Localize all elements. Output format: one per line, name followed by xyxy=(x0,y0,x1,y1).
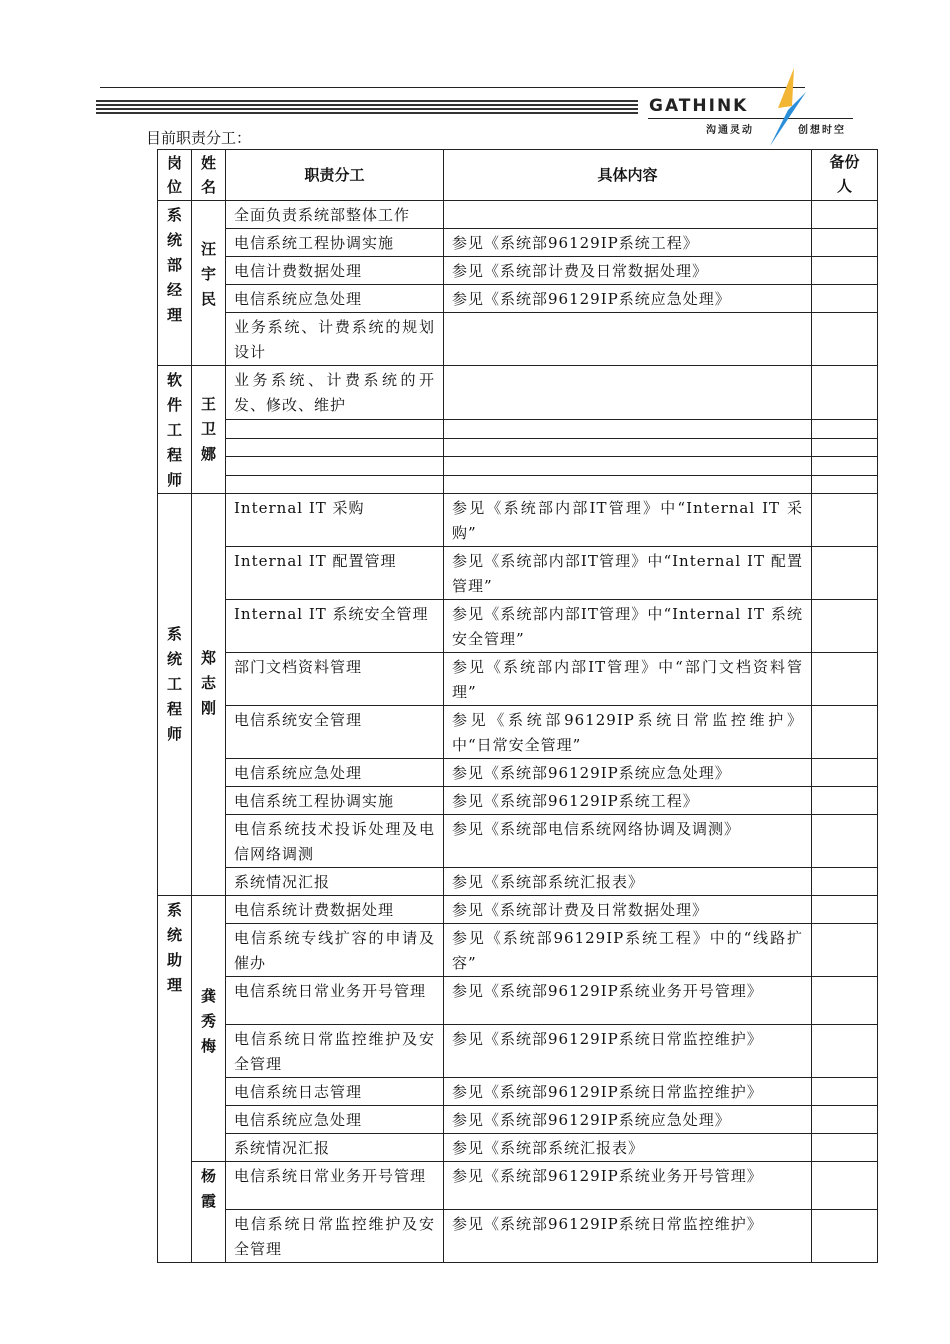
detail-cell xyxy=(444,313,812,366)
table-header-row xyxy=(158,150,878,201)
col-duty: 职责分工 xyxy=(226,150,444,201)
detail-cell: 参见《系统部96129IP系统日常监控维护》中“日常安全管理” xyxy=(444,706,812,759)
logo-rule xyxy=(648,118,853,119)
duty-cell: 电信系统工程协调实施 xyxy=(226,229,444,257)
page-header xyxy=(0,0,950,150)
table-row xyxy=(158,201,878,229)
backup-cell xyxy=(812,201,878,229)
duty-cell: Internal IT 采购 xyxy=(226,494,444,547)
table-row xyxy=(158,896,878,924)
duty-cell: 全面负责系统部整体工作 xyxy=(226,201,444,229)
backup-cell xyxy=(812,1134,878,1162)
backup-cell xyxy=(812,653,878,706)
duty-cell: Internal IT 配置管理 xyxy=(226,547,444,600)
duty-cell: 电信系统应急处理 xyxy=(226,285,444,313)
backup-cell xyxy=(812,759,878,787)
duty-cell: 电信系统日常业务开号管理 xyxy=(226,977,444,1025)
backup-cell xyxy=(812,706,878,759)
table-row xyxy=(158,313,878,366)
backup-cell xyxy=(812,1162,878,1210)
duty-cell: 业务系统、计费系统的规划设计 xyxy=(226,313,444,366)
backup-cell xyxy=(812,600,878,653)
table-row xyxy=(158,924,878,977)
col-backup: 备份人 xyxy=(812,150,878,201)
detail-cell: 参见《系统部96129IP系统应急处理》 xyxy=(444,759,812,787)
detail-cell: 参见《系统部96129IP系统日常监控维护》 xyxy=(444,1210,812,1263)
duty-cell xyxy=(226,457,444,475)
duty-cell: 业务系统、计费系统的开发、修改、维护 xyxy=(226,366,444,420)
duty-cell: 电信系统计费数据处理 xyxy=(226,896,444,924)
header-rule xyxy=(100,87,805,88)
detail-cell xyxy=(444,420,812,438)
duty-cell: 电信系统日常监控维护及安全管理 xyxy=(226,1210,444,1263)
backup-cell xyxy=(812,924,878,977)
duty-cell: 电信系统日常业务开号管理 xyxy=(226,1162,444,1210)
detail-cell: 参见《系统部96129IP系统业务开号管理》 xyxy=(444,977,812,1025)
duty-cell: 电信系统应急处理 xyxy=(226,759,444,787)
table-row xyxy=(158,1025,878,1078)
name-cell: 杨霞 xyxy=(192,1162,226,1263)
table-row xyxy=(158,787,878,815)
backup-cell xyxy=(812,1025,878,1078)
detail-cell: 参见《系统部96129IP系统工程》中的“线路扩容” xyxy=(444,924,812,977)
backup-cell xyxy=(812,1106,878,1134)
detail-cell: 参见《系统部内部IT管理》中“Internal IT 系统安全管理” xyxy=(444,600,812,653)
name-cell: 郑志刚 xyxy=(192,494,226,896)
col-position: 岗位 xyxy=(158,150,192,201)
backup-cell xyxy=(812,494,878,547)
table-row xyxy=(158,257,878,285)
table-row xyxy=(158,457,878,475)
name-cell: 汪宇民 xyxy=(192,201,226,366)
detail-cell: 参见《系统部内部IT管理》中“Internal IT 采购” xyxy=(444,494,812,547)
backup-cell xyxy=(812,787,878,815)
duty-cell: 电信系统专线扩容的申请及催办 xyxy=(226,924,444,977)
table-row xyxy=(158,653,878,706)
table-row xyxy=(158,420,878,438)
backup-cell xyxy=(812,475,878,493)
backup-cell xyxy=(812,420,878,438)
table-row xyxy=(158,494,878,547)
duty-cell: 电信系统应急处理 xyxy=(226,1106,444,1134)
table-row xyxy=(158,1210,878,1263)
detail-cell xyxy=(444,201,812,229)
backup-cell xyxy=(812,896,878,924)
backup-cell xyxy=(812,313,878,366)
detail-cell: 参见《系统部96129IP系统日常监控维护》 xyxy=(444,1078,812,1106)
table-row xyxy=(158,229,878,257)
detail-cell xyxy=(444,457,812,475)
name-cell: 龚秀梅 xyxy=(192,896,226,1162)
detail-cell: 参见《系统部内部IT管理》中“部门文档资料管理” xyxy=(444,653,812,706)
table-row xyxy=(158,759,878,787)
table-row xyxy=(158,815,878,868)
detail-cell xyxy=(444,475,812,493)
duty-cell: 系统情况汇报 xyxy=(226,868,444,896)
slogan-left: 沟通灵动 xyxy=(706,125,754,136)
position-cell: 系统部经理 xyxy=(158,201,192,366)
backup-cell xyxy=(812,285,878,313)
logo-swoosh-icon xyxy=(760,66,810,148)
section-caption: 目前职责分工： xyxy=(146,129,252,147)
detail-cell: 参见《系统部内部IT管理》中“Internal IT 配置管理” xyxy=(444,547,812,600)
table-row xyxy=(158,438,878,456)
detail-cell: 参见《系统部96129IP系统工程》 xyxy=(444,229,812,257)
table-row xyxy=(158,1134,878,1162)
slogan-right: 创想时空 xyxy=(798,125,846,136)
detail-cell: 参见《系统部计费及日常数据处理》 xyxy=(444,896,812,924)
duty-cell: 电信计费数据处理 xyxy=(226,257,444,285)
backup-cell xyxy=(812,547,878,600)
backup-cell xyxy=(812,257,878,285)
detail-cell: 参见《系统部系统汇报表》 xyxy=(444,1134,812,1162)
table-row xyxy=(158,1106,878,1134)
table-row xyxy=(158,1078,878,1106)
backup-cell xyxy=(812,457,878,475)
backup-cell xyxy=(812,815,878,868)
duty-table xyxy=(157,149,878,1263)
table-row xyxy=(158,1162,878,1210)
backup-cell xyxy=(812,1078,878,1106)
duty-cell xyxy=(226,438,444,456)
backup-cell xyxy=(812,366,878,420)
detail-cell: 参见《系统部计费及日常数据处理》 xyxy=(444,257,812,285)
table-row xyxy=(158,285,878,313)
duty-cell: 电信系统安全管理 xyxy=(226,706,444,759)
table-row xyxy=(158,977,878,1025)
table-row xyxy=(158,475,878,493)
company-logo-text: GATHINK xyxy=(649,96,749,116)
position-cell: 系统助理 xyxy=(158,896,192,1263)
duty-cell xyxy=(226,420,444,438)
detail-cell: 参见《系统部96129IP系统应急处理》 xyxy=(444,1106,812,1134)
duty-cell: 系统情况汇报 xyxy=(226,1134,444,1162)
name-cell: 王卫娜 xyxy=(192,366,226,494)
detail-cell: 参见《系统部96129IP系统日常监控维护》 xyxy=(444,1025,812,1078)
duty-cell: 电信系统技术投诉处理及电信网络调测 xyxy=(226,815,444,868)
backup-cell xyxy=(812,229,878,257)
detail-cell: 参见《系统部电信系统网络协调及调测》 xyxy=(444,815,812,868)
duty-cell: 电信系统工程协调实施 xyxy=(226,787,444,815)
duty-cell: 电信系统日常监控维护及安全管理 xyxy=(226,1025,444,1078)
detail-cell xyxy=(444,366,812,420)
duty-cell: 电信系统日志管理 xyxy=(226,1078,444,1106)
duty-cell: Internal IT 系统安全管理 xyxy=(226,600,444,653)
col-detail: 具体内容 xyxy=(444,150,812,201)
table-row xyxy=(158,366,878,420)
table-row xyxy=(158,547,878,600)
table-row xyxy=(158,868,878,896)
col-name: 姓名 xyxy=(192,150,226,201)
backup-cell xyxy=(812,1210,878,1263)
position-cell: 软件工程师 xyxy=(158,366,192,494)
position-cell: 系统工程师 xyxy=(158,494,192,896)
duty-cell xyxy=(226,475,444,493)
table-row xyxy=(158,600,878,653)
backup-cell xyxy=(812,977,878,1025)
backup-cell xyxy=(812,438,878,456)
detail-cell: 参见《系统部96129IP系统应急处理》 xyxy=(444,285,812,313)
header-stripes xyxy=(96,100,638,118)
duty-cell: 部门文档资料管理 xyxy=(226,653,444,706)
backup-cell xyxy=(812,868,878,896)
detail-cell: 参见《系统部96129IP系统工程》 xyxy=(444,787,812,815)
detail-cell xyxy=(444,438,812,456)
detail-cell: 参见《系统部96129IP系统业务开号管理》 xyxy=(444,1162,812,1210)
detail-cell: 参见《系统部系统汇报表》 xyxy=(444,868,812,896)
table-row xyxy=(158,706,878,759)
